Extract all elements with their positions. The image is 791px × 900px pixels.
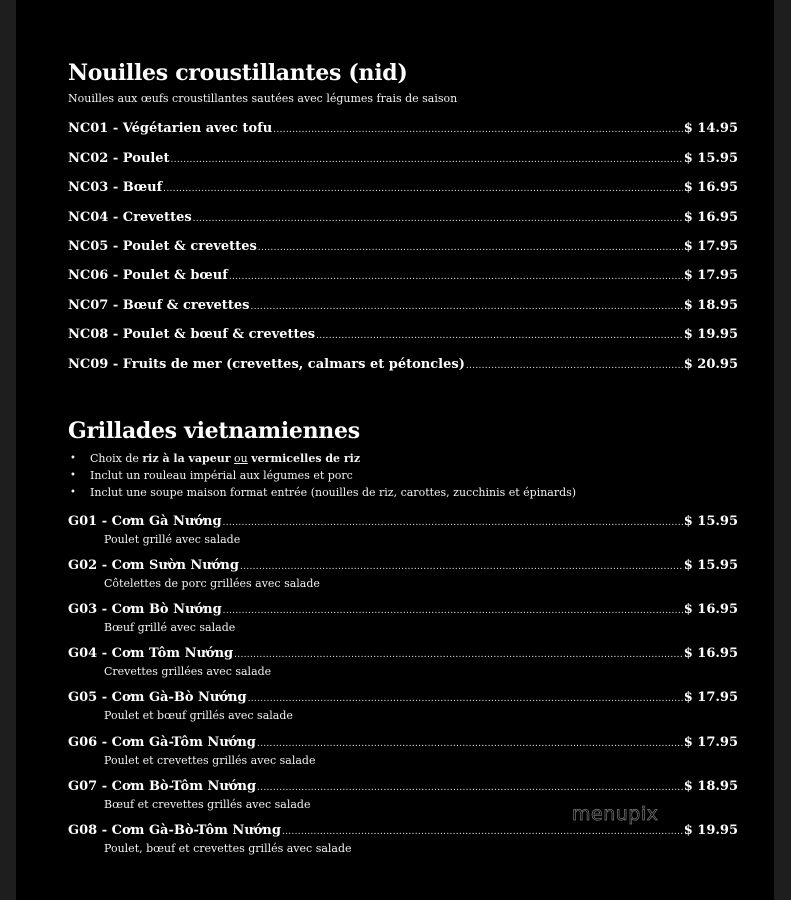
item-price: $ 15.95	[683, 151, 738, 166]
item-price: $ 19.95	[683, 327, 738, 342]
menu-item-nc04	[68, 210, 738, 225]
item-description: Bœuf grillé avec salade	[104, 621, 236, 634]
dot-leader	[193, 214, 683, 224]
item-name: G01 - Cơm Gà Nướng	[68, 514, 222, 529]
menu-page	[16, 0, 774, 900]
dot-leader	[223, 518, 683, 528]
dot-leader	[223, 606, 683, 616]
item-description: Poulet et bœuf grillés avec salade	[104, 709, 293, 722]
dot-leader	[229, 272, 683, 282]
note-text: Inclut un rouleau impérial aux légumes et porc	[90, 469, 353, 482]
menu-item-nc09	[68, 357, 738, 372]
item-price: $ 14.95	[683, 121, 738, 136]
item-name: NC02 - Poulet	[68, 151, 170, 166]
bullet-icon: •	[70, 487, 76, 498]
dot-leader	[250, 302, 682, 312]
item-description: Poulet et crevettes grillés avec salade	[104, 754, 316, 767]
item-price: $ 16.95	[683, 180, 738, 195]
section-title-nouilles: Nouilles croustillantes (nid)	[68, 60, 408, 86]
item-price: $ 16.95	[683, 602, 738, 617]
dot-leader	[240, 562, 683, 572]
menu-item-g03	[68, 602, 738, 617]
item-name: NC08 - Poulet & bœuf & crevettes	[68, 327, 316, 342]
bullet-icon: •	[70, 470, 76, 481]
menu-item-nc02	[68, 151, 738, 166]
item-price: $ 17.95	[683, 239, 738, 254]
grillades-notes	[68, 450, 576, 501]
note-bold: riz à la vapeur	[142, 452, 231, 465]
item-price: $ 18.95	[683, 779, 738, 794]
dot-leader	[257, 739, 683, 749]
item-description: Côtelettes de porc grillées avec salade	[104, 577, 320, 590]
note-rouleau	[68, 467, 576, 484]
dot-leader	[171, 155, 683, 165]
item-name: NC03 - Bœuf	[68, 180, 163, 195]
item-name: NC01 - Végétarien avec tofu	[68, 121, 273, 136]
item-name: G08 - Cơm Gà-Bò-Tôm Nướng	[68, 823, 281, 838]
menu-item-g01	[68, 514, 738, 529]
item-price: $ 18.95	[683, 298, 738, 313]
item-name: NC04 - Crevettes	[68, 210, 192, 225]
item-price: $ 17.95	[683, 735, 738, 750]
item-name: G03 - Cơm Bò Nướng	[68, 602, 222, 617]
item-name: G02 - Cơm Sườn Nướng	[68, 558, 239, 573]
dot-leader	[163, 184, 683, 194]
item-price: $ 15.95	[683, 558, 738, 573]
menu-item-g08	[68, 823, 738, 838]
item-price: $ 15.95	[683, 514, 738, 529]
dot-leader	[282, 827, 683, 837]
item-name: NC07 - Bœuf & crevettes	[68, 298, 250, 313]
dot-leader	[466, 361, 683, 371]
item-description: Poulet, bœuf et crevettes grillés avec salade	[104, 842, 352, 855]
item-price: $ 16.95	[683, 210, 738, 225]
menu-item-nc01	[68, 121, 738, 136]
item-description: Bœuf et crevettes grillés avec salade	[104, 798, 311, 811]
item-price: $ 17.95	[683, 268, 738, 283]
section-title-grillades: Grillades vietnamiennes	[68, 418, 360, 444]
item-description: Crevettes grillées avec salade	[104, 665, 272, 678]
dot-leader	[257, 783, 683, 793]
dot-leader	[258, 243, 683, 253]
note-text: Choix de	[90, 452, 143, 465]
note-soupe	[68, 484, 576, 501]
item-price: $ 19.95	[683, 823, 738, 838]
menu-item-g07	[68, 779, 738, 794]
menu-item-g02	[68, 558, 738, 573]
menu-item-nc07	[68, 298, 738, 313]
note-underline: ou	[234, 452, 248, 465]
item-price: $ 16.95	[683, 646, 738, 661]
item-price: $ 17.95	[683, 690, 738, 705]
item-name: NC05 - Poulet & crevettes	[68, 239, 257, 254]
item-name: NC09 - Fruits de mer (crevettes, calmars et pétoncles)	[68, 357, 465, 372]
menu-item-nc08	[68, 327, 738, 342]
note-bold: vermicelles de riz	[251, 452, 361, 465]
note-text: Inclut une soupe maison format entrée (nouilles de riz, carottes, zucchinis et épinards)	[90, 486, 577, 499]
section-subtitle-nouilles: Nouilles aux œufs croustillantes sautées avec légumes frais de saison	[68, 92, 458, 105]
menu-item-nc06	[68, 268, 738, 283]
item-description: Poulet grillé avec salade	[104, 533, 241, 546]
item-name: G04 - Cơm Tôm Nướng	[68, 646, 234, 661]
dot-leader	[316, 331, 683, 341]
menu-item-nc03	[68, 180, 738, 195]
dot-leader	[248, 694, 683, 704]
item-name: NC06 - Poulet & bœuf	[68, 268, 228, 283]
menu-item-nc05	[68, 239, 738, 254]
menu-item-g05	[68, 690, 738, 705]
menu-item-g04	[68, 646, 738, 661]
dot-leader	[273, 125, 683, 135]
item-price: $ 20.95	[683, 357, 738, 372]
item-name: G05 - Cơm Gà-Bò Nướng	[68, 690, 247, 705]
menu-item-g06	[68, 735, 738, 750]
bullet-icon: •	[70, 453, 76, 464]
watermark-logo: menupix	[572, 803, 659, 825]
dot-leader	[234, 650, 683, 660]
item-name: G06 - Cơm Gà-Tôm Nướng	[68, 735, 256, 750]
note-choix	[68, 450, 576, 467]
item-name: G07 - Cơm Bò-Tôm Nướng	[68, 779, 257, 794]
